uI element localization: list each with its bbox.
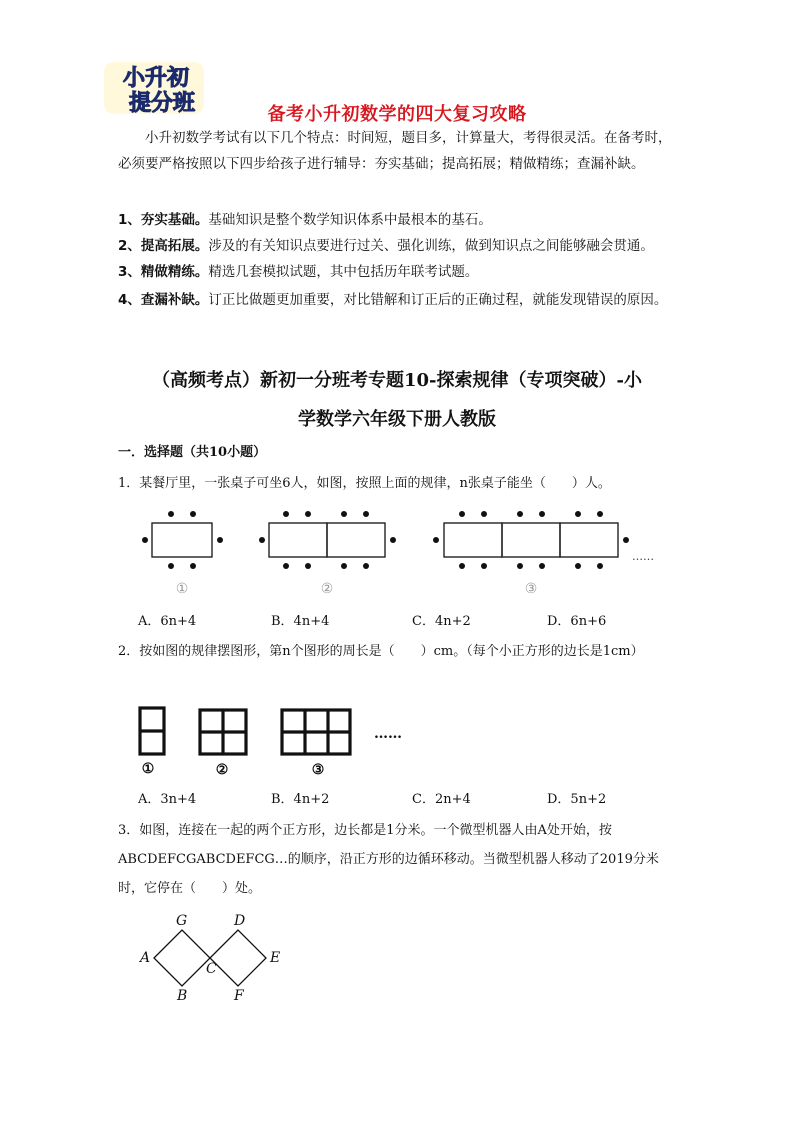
logo-line2: 提分班 <box>128 90 196 116</box>
doc-title-line1: （高频考点）新初一分班考专题10-探索规律（专项突破）-小 <box>152 370 642 391</box>
tip-4 <box>118 287 678 313</box>
tip-2 <box>118 233 678 259</box>
q3-point-b: B <box>177 988 188 1004</box>
question-3-text: 3．如图，连接在一起的两个正方形，边长都是1分米。一个微型机器人由A处开始，按ABCDEFCGABCDEFCG…的顺序，沿正方形的边循环移动。当微型机器人移动了2019分米时，它停在（ ）处。 <box>118 823 659 896</box>
tip-4-body: 订正比做题更加重要，对比错解和订正后的正确过程，就能发现错误的原因。 <box>208 292 668 308</box>
question-1-figure <box>138 505 678 600</box>
q2-option-a[interactable]: A．3n+4 <box>138 792 197 807</box>
page-title: 备考小升初数学的四大复习攻略 <box>267 104 527 125</box>
q3-point-g: G <box>176 913 188 929</box>
tip-3 <box>118 259 678 285</box>
q3-point-d: D <box>234 913 246 929</box>
intro-paragraph: 小升初数学考试有以下几个特点：时间短，题目多，计算量大，考得很灵活。在备考时，必须要严格按照以下四步给孩子进行辅导：夯实基础；提高拓展；精做精练；查漏补缺。 <box>118 130 672 172</box>
tip-1-body: 基础知识是整个数学知识体系中最根本的基石。 <box>208 212 492 228</box>
q2-option-b[interactable]: B．4n+2 <box>271 792 330 807</box>
tip-2-body: 涉及的有关知识点要进行过关、强化训练，做到知识点之间能够融会贯通。 <box>208 238 654 254</box>
q3-point-a: A <box>140 950 151 966</box>
section-heading: 一．选择题（共10小题） <box>118 445 267 460</box>
q1-label-3: ③ <box>524 581 538 597</box>
q3-point-f: F <box>234 988 244 1004</box>
q1-label-2: ② <box>320 581 334 597</box>
q2-option-d[interactable]: D．5n+2 <box>547 792 607 807</box>
q1-option-d[interactable]: D．6n+6 <box>547 614 607 629</box>
question-1-text: 1．某餐厅里，一张桌子可坐6人，如图，按照上面的规律，n张桌子能坐（ ）人。 <box>118 476 611 491</box>
q2-label-3: ③ <box>311 762 325 778</box>
question-2-options <box>138 788 678 808</box>
q3-point-c: C <box>206 961 217 977</box>
q2-ellipsis: …… <box>374 726 402 742</box>
q1-ellipsis: …… <box>632 550 654 563</box>
q1-option-a[interactable]: A．6n+4 <box>138 614 197 629</box>
tip-3-body: 精选几套模拟试题，其中包括历年联考试题。 <box>208 264 479 280</box>
q2-label-1: ① <box>141 761 155 777</box>
q3-point-e: E <box>270 950 281 966</box>
question-1-options <box>138 610 678 630</box>
q2-label-2: ② <box>215 762 229 778</box>
tip-4-head: 4、查漏补缺。 <box>118 292 209 308</box>
q2-option-c[interactable]: C．2n+4 <box>412 792 471 807</box>
tip-3-head: 3、精做精练。 <box>118 264 209 280</box>
tip-1-head: 1、夯实基础。 <box>118 212 209 228</box>
tip-1 <box>118 207 678 233</box>
q1-label-1: ① <box>175 581 189 597</box>
logo-line1: 小升初 <box>122 65 190 91</box>
q1-option-c[interactable]: C．4n+2 <box>412 614 471 629</box>
question-2-text: 2．按如图的规律摆图形，第n个图形的周长是（ ）cm。（每个小正方形的边长是1cm） <box>118 644 644 659</box>
tip-2-head: 2、提高拓展。 <box>118 238 209 254</box>
q1-option-b[interactable]: B．4n+4 <box>271 614 330 629</box>
question-2-figure <box>130 700 430 782</box>
question-3-figure <box>130 908 300 1008</box>
doc-title-line2: 学数学六年级下册人教版 <box>298 409 496 430</box>
